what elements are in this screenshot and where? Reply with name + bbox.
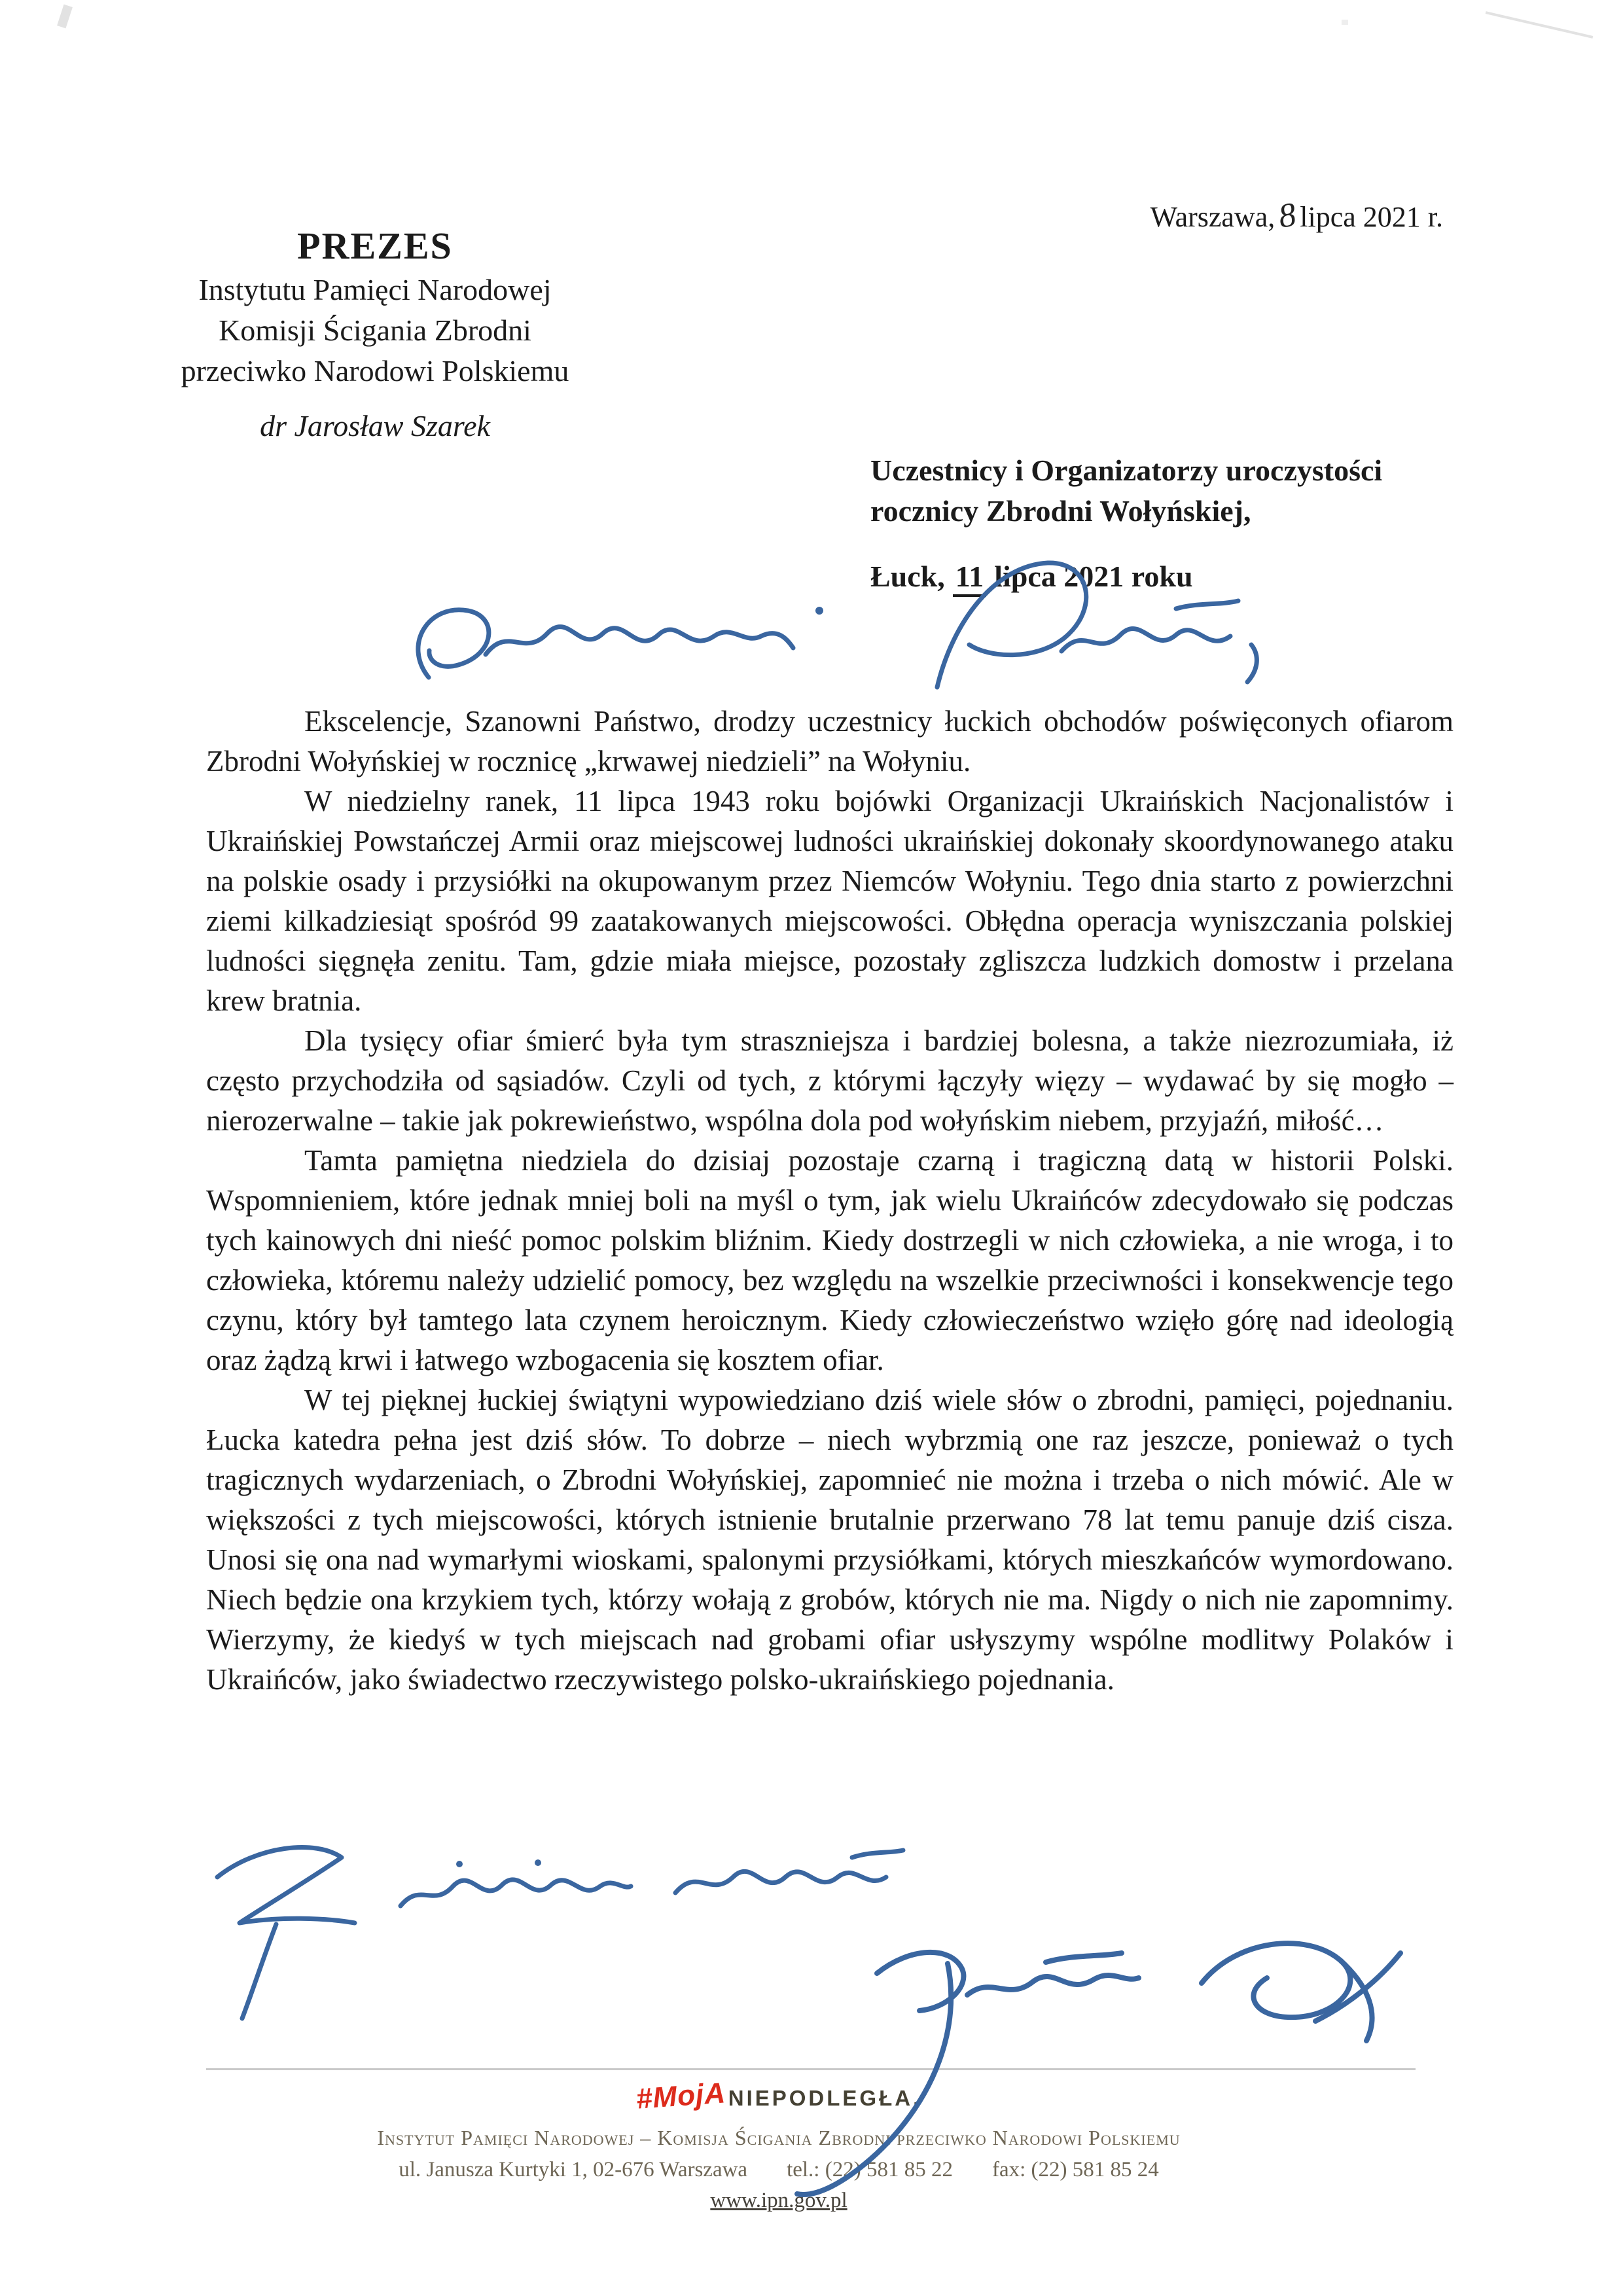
footer-fax: fax: (22) 581 85 24: [991, 2158, 1159, 2181]
sender-block: [149, 223, 601, 446]
place-city: Łuck,: [870, 560, 945, 593]
niepodlegla-logo: [92, 2077, 1466, 2115]
sender-title: PREZES: [297, 224, 453, 267]
body-paragraph: W tej pięknej łuckiej świątyni wypowiedziano dziś wiele słów o zbrodni, pamięci, pojednaniu. Łucka katedra pełna jest dziś słów. To dobrze – niech wybrzmią one raz jeszcze, ponieważ o tych tragicznych wydarzeniach, o Zbrodni Wołyńskiej, zapomnieć nie można i trzeba o nich mówić. Ale w większości z tych miejscowości, których istnienie brutalnie przerwano 78 lat temu panuje dziś cisza. Unosi się ona nad wymarłymi wioskami, spalonymi przysiółkami, których mieszkańców wymordowano. Niech będzie ona krzykiem tych, którzy wołają z grobów, których nie ma. Nigdy o nich nie zapomnimy. Wierzymy, że kiedyś w tych miejscach nad grobami ofiar usłyszymy wspólne modlitwy Polaków i Ukraińców, jako świadectwo rzeczywistego polsko-ukraińskiego pojednania.: [206, 1384, 1454, 1696]
logo-hash-moja: #MojA: [635, 2077, 727, 2115]
scan-artifact: [1342, 20, 1348, 25]
footer-address-line: [92, 2153, 1466, 2186]
date-city: Warszawa,: [1150, 201, 1275, 233]
letter-body: [206, 702, 1454, 1700]
recipient-place-line: [870, 556, 1382, 597]
date-line: [1150, 196, 1443, 235]
logo-niepodlegla: NIEPODLEGŁA.: [728, 2086, 922, 2110]
scan-artifact: [57, 5, 73, 29]
footer-institution-line: Instytut Pamięci Narodowej – Komisja Ścigania Zbrodni przeciwko Narodowi Polskiemu: [377, 2126, 1181, 2149]
recipient-block: [870, 450, 1382, 597]
body-paragraph: Ekscelencje, Szanowni Państwo, drodzy uczestnicy łuckich obchodów poświęconych ofiarom Zbrodni Wołyńskiej w rocznicę „krwawej niedzieli” na Wołyniu.: [206, 705, 1454, 778]
date-day-handwritten: 8: [1275, 196, 1299, 236]
footer-tel: tel.: (22) 581 85 22: [787, 2158, 953, 2181]
footer-address: ul. Janusza Kurtyki 1, 02-676 Warszawa: [399, 2158, 748, 2181]
recipient-line-1: Uczestnicy i Organizatorzy uroczystości: [870, 454, 1383, 487]
place-day-underlined: 11: [953, 560, 986, 597]
place-rest: lipca 2021 roku: [994, 560, 1193, 593]
date-rest: lipca 2021 r.: [1300, 201, 1443, 233]
sender-line-1: Instytutu Pamięci Narodowej: [198, 273, 552, 306]
handwritten-closing: [217, 1848, 903, 2018]
footer-divider: [206, 2068, 1416, 2070]
recipient-line-2: rocznicy Zbrodni Wołyńskiej,: [870, 494, 1251, 528]
footer-website-link[interactable]: www.ipn.gov.pl: [710, 2189, 847, 2212]
scan-artifact: [1486, 11, 1594, 39]
sender-line-3: przeciwko Narodowi Polskiemu: [181, 354, 569, 387]
body-paragraph: Tamta pamiętna niedziela do dzisiaj pozostaje czarną i tragiczną datą w historii Polski. Wspomnieniem, które jednak mniej boli na myśl o tym, jak wielu Ukraińców zdecydowało się podczas tych kainowych dni nieść pomoc polskim bliźnim. Kiedy dostrzegli w nich człowieka, a nie wroga, i to człowieka, któremu należy udzielić pomocy, bez względu na wszelkie przeciwności i konsekwencje tego czynu, który był tamtego lata czynem heroicznym. Kiedy człowieczeństwo wzięło górę nad ideologią oraz żądzą krwi i łatwego wzbogacenia się kosztem ofiar.: [206, 1144, 1454, 1376]
sender-line-2: Komisji Ścigania Zbrodni: [219, 314, 531, 347]
sender-name: dr Jarosław Szarek: [260, 409, 490, 442]
body-paragraph: Dla tysięcy ofiar śmierć była tym straszniejsza i bardziej bolesna, a także niezrozumiała, iż często przychodziła od sąsiadów. Czyli od tych, z którymi łączyły więzy – wydawać by się mogło – nierozerwalne – takie jak pokrewieństwo, wspólna dola pod wołyńskim niebem, przyjaźń, miłość…: [206, 1024, 1454, 1137]
body-paragraph: W niedzielny ranek, 11 lipca 1943 roku bojówki Organizacji Ukraińskich Nacjonalistów i Ukraińskiej Powstańczej Armii oraz miejscowej ludności ukraińskiej dokonały skoordynowanego ataku na polskie osady i przysiółki na okupowanym przez Niemców Wołyniu. Tego dnia starto z powierzchni ziemi kilkadziesiąt spośród 99 zaatakowanych miejscowości. Obłędna operacja wyniszczania polskiej ludności sięgnęła zenitu. Tam, gdzie miała miejsce, pozostały zgliszcza ludzkich domostw i przelana krew bratnia.: [206, 785, 1454, 1017]
footer: [92, 2077, 1466, 2213]
